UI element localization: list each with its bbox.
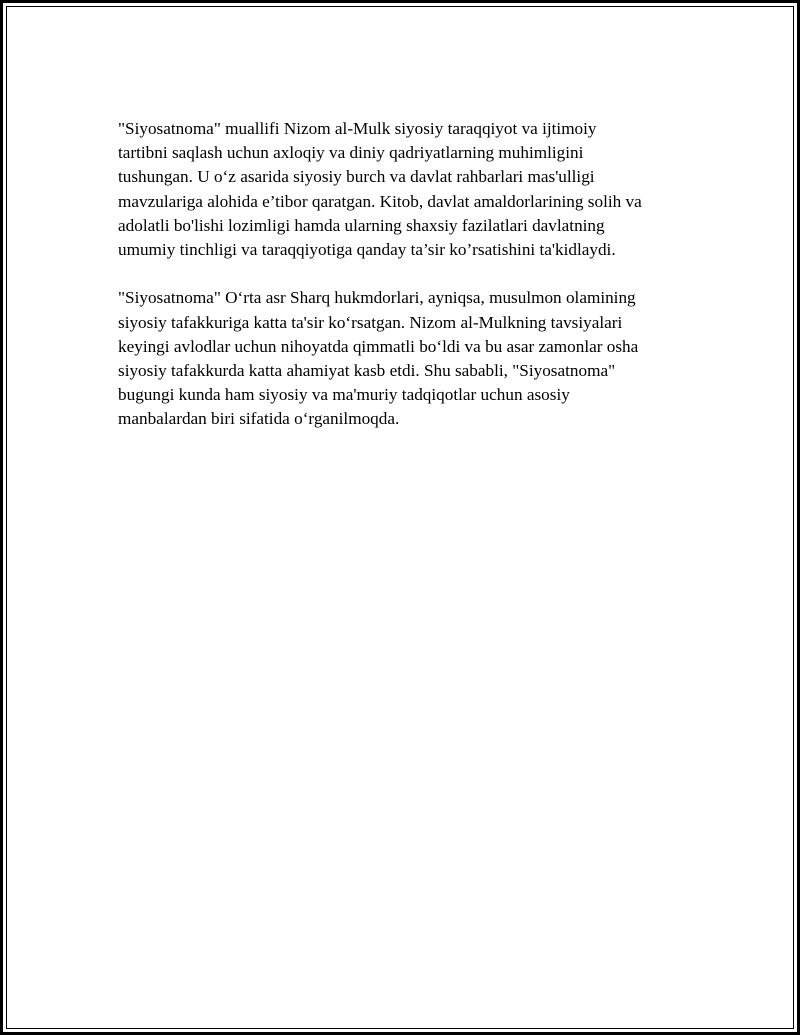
document-body bbox=[118, 117, 688, 456]
paragraph-1: "Siyosatnoma" muallifi Nizom al-Mulk siyosiy taraqqiyot va ijtimoiy tartibni saqlash uchun axloqiy va diniy qadriyatlarning muhimligini tushungan. U o‘z asarida siyosiy burch va davlat rahbarlari mas'ulligi mavzulariga alohida e’tibor qaratgan. Kitob, davlat amaldorlarining solih va adolatli bo'lishi lozimligi hamda ularning shaxsiy fazilatlari davlatning umumiy tinchligi va taraqqiyotiga qanday ta’sir ko’rsatishini ta'kidlaydi. bbox=[118, 119, 642, 260]
paragraph-2: "Siyosatnoma" O‘rta asr Sharq hukmdorlari, ayniqsa, musulmon olamining siyosiy tafakkuriga katta ta'sir ko‘rsatgan. Nizom al-Mulkning tavsiyalari keyingi avlodlar uchun nihoyatda qimmatli bo‘ldi va bu asar zamonlar osha siyosiy tafakkurda katta ahamiyat kasb etdi. Shu sababli, "Siyosatnoma" bugungi kunda ham siyosiy va ma'muriy tadqiqotlar uchun asosiy manbalardan biri sifatida o‘rganilmoqda. bbox=[118, 288, 639, 429]
